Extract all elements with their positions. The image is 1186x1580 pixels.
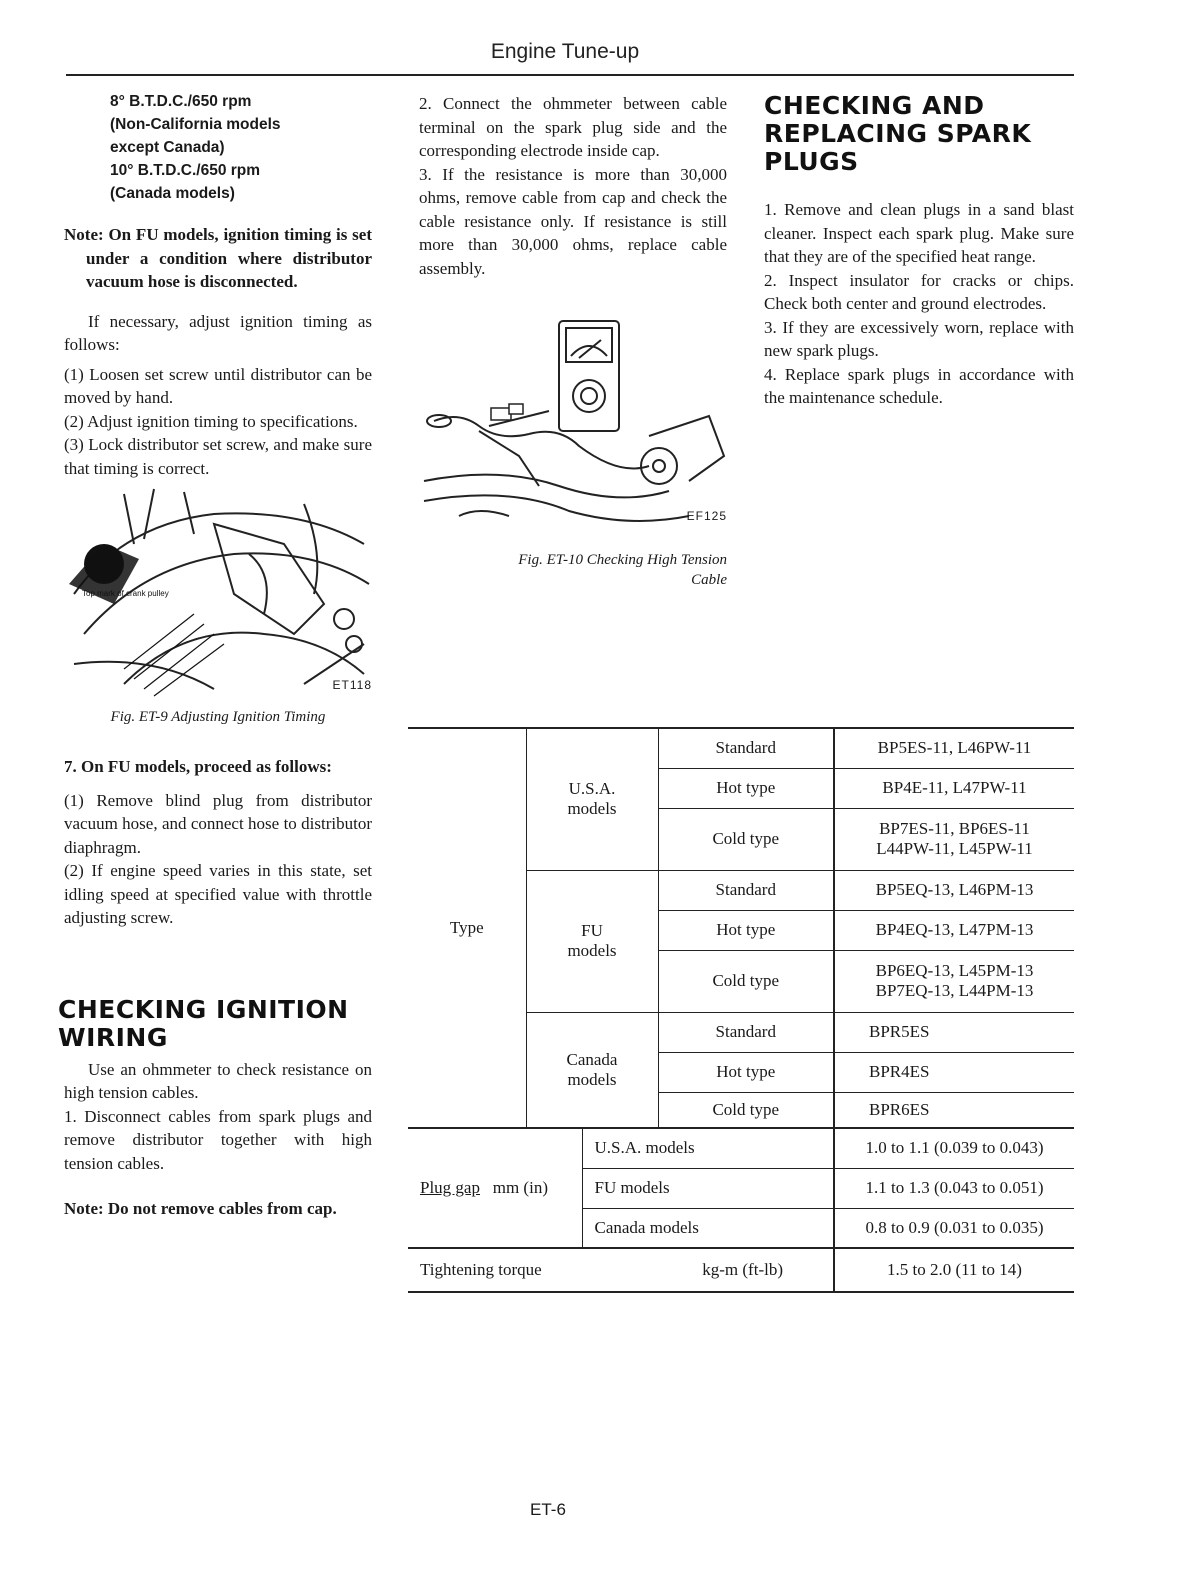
adjust-step: (2) Adjust ignition timing to specifications. xyxy=(64,411,358,431)
plug-value: BP5ES-11, L46PW-11 xyxy=(834,728,1074,768)
adjust-step: (1) Loosen set screw until distributor can be moved by hand. xyxy=(64,364,372,407)
note-fu-timing: Note: On FU models, ignition timing is set under a condition where distributor vacuum hose is disconnected. xyxy=(64,225,372,291)
spark-plug-spec-table xyxy=(408,727,1074,1293)
figure-et10 xyxy=(419,316,729,530)
column-middle xyxy=(419,92,727,590)
page-number: ET-6 xyxy=(530,1500,566,1519)
column-left xyxy=(58,90,372,1221)
timing-spec-block xyxy=(64,90,372,205)
ignition-timing-illustration xyxy=(64,484,374,699)
header-rule xyxy=(66,74,1074,76)
group-name: U.S.A. models xyxy=(526,728,658,870)
fig10-code: EF125 xyxy=(686,508,727,523)
spec-line: 10° B.T.D.C./650 rpm xyxy=(110,162,261,179)
ohmmeter-step-2: 2. Connect the ohmmeter between cable terminal on the spark plug side and the corresponding electrode inside cap. xyxy=(419,94,727,160)
fig10-caption-line-2: Cable xyxy=(691,572,727,588)
gap-model: Canada models xyxy=(582,1208,834,1248)
step-7: 7. On FU models, proceed as follows: xyxy=(64,757,332,776)
fig9-label: Top mark of crank pulley xyxy=(82,589,169,598)
adjust-step: (3) Lock distributor set screw, and make sure that timing is correct. xyxy=(64,435,372,478)
plug-value: BPR6ES xyxy=(834,1092,1074,1128)
gap-model: FU models xyxy=(582,1168,834,1208)
group-name: Canada models xyxy=(526,1012,658,1128)
plug-step: 2. Inspect insulator for cracks or chips. Check both center and ground electrodes. xyxy=(764,270,1074,313)
gap-value: 1.1 to 1.3 (0.043 to 0.051) xyxy=(834,1168,1074,1208)
plug-value: BP4E-11, L47PW-11 xyxy=(834,768,1074,808)
plug-value: BPR4ES xyxy=(834,1052,1074,1092)
group-name: FU models xyxy=(526,870,658,1012)
spec-line: (Canada models) xyxy=(110,185,235,202)
gap-model: U.S.A. models xyxy=(582,1128,834,1168)
wiring-step-1: 1. Disconnect cables from spark plugs and remove distributor together with high tension cables. xyxy=(64,1106,372,1173)
ohmmeter-step-3: 3. If the resistance is more than 30,000 ohms, remove cable from cap and check the cable resistance only. If resistance is still more than 30,000 ohms, replace cable assembly. xyxy=(419,164,727,278)
spark-plugs-heading: CHECKING AND REPLACING SPARK PLUGS xyxy=(764,91,1032,176)
torque-label: Tightening torque xyxy=(408,1248,658,1292)
fig10-caption-line-1: Fig. ET-10 Checking High Tension xyxy=(518,552,727,568)
spec-line: except Canada) xyxy=(110,139,225,156)
gap-value: 0.8 to 0.9 (0.031 to 0.035) xyxy=(834,1208,1074,1248)
plug-gap-label-cell xyxy=(408,1128,582,1248)
fig9-code: ET118 xyxy=(332,677,372,692)
adjust-intro: If necessary, adjust ignition timing as follows: xyxy=(64,311,372,354)
table-row xyxy=(408,1128,1074,1168)
plug-kind: Hot type xyxy=(658,768,834,808)
ohmmeter-illustration xyxy=(419,316,729,530)
torque-unit: kg-m (ft-lb) xyxy=(658,1248,834,1292)
plug-value: BP5EQ-13, L46PM-13 xyxy=(834,870,1074,910)
plug-kind: Cold type xyxy=(658,808,834,870)
spec-line: (Non-California models xyxy=(110,116,281,133)
plug-gap-unit: mm (in) xyxy=(492,1178,548,1197)
column-right xyxy=(764,92,1074,410)
plug-kind: Standard xyxy=(658,1012,834,1052)
fu-step: (2) If engine speed varies in this state, set idling speed at specified value with throttle adjusting screw. xyxy=(64,861,372,927)
wiring-intro: Use an ohmmeter to check resistance on high tension cables. xyxy=(64,1059,372,1102)
header-title: Engine Tune-up xyxy=(490,40,640,63)
plug-value: BPR5ES xyxy=(834,1012,1074,1052)
figure-et9 xyxy=(64,484,374,699)
torque-value: 1.5 to 2.0 (11 to 14) xyxy=(834,1248,1074,1292)
plug-step: 1. Remove and clean plugs in a sand blast cleaner. Inspect each spark plug. Make sure that they are of the specified heat range. xyxy=(764,200,1074,266)
table-row xyxy=(408,1248,1074,1292)
plug-kind: Cold type xyxy=(658,950,834,1012)
plug-value: BP4EQ-13, L47PM-13 xyxy=(834,910,1074,950)
plug-gap-label: Plug gap xyxy=(420,1178,480,1197)
gap-value: 1.0 to 1.1 (0.039 to 0.043) xyxy=(834,1128,1074,1168)
plug-value: BP7ES-11, BP6ES-11 L44PW-11, L45PW-11 xyxy=(834,808,1074,870)
fu-step: (1) Remove blind plug from distributor vacuum hose, and connect hose to distributor diaphragm. xyxy=(64,790,372,857)
table-row xyxy=(408,728,1074,768)
wiring-note: Note: Do not remove cables from cap. xyxy=(64,1199,337,1218)
type-label: Type xyxy=(408,728,526,1128)
spec-line: 8° B.T.D.C./650 rpm xyxy=(110,93,252,110)
plug-step: 3. If they are excessively worn, replace with new spark plugs. xyxy=(764,317,1074,360)
plug-step: 4. Replace spark plugs in accordance with the maintenance schedule. xyxy=(764,364,1074,407)
plug-kind: Standard xyxy=(658,870,834,910)
plug-kind: Hot type xyxy=(658,1052,834,1092)
plug-kind: Standard xyxy=(658,728,834,768)
wiring-heading: CHECKING IGNITION WIRING xyxy=(58,994,349,1052)
plug-kind: Cold type xyxy=(658,1092,834,1128)
fig9-caption: Fig. ET-9 Adjusting Ignition Timing xyxy=(110,709,326,725)
plug-value: BP6EQ-13, L45PM-13 BP7EQ-13, L44PM-13 xyxy=(834,950,1074,1012)
plug-kind: Hot type xyxy=(658,910,834,950)
